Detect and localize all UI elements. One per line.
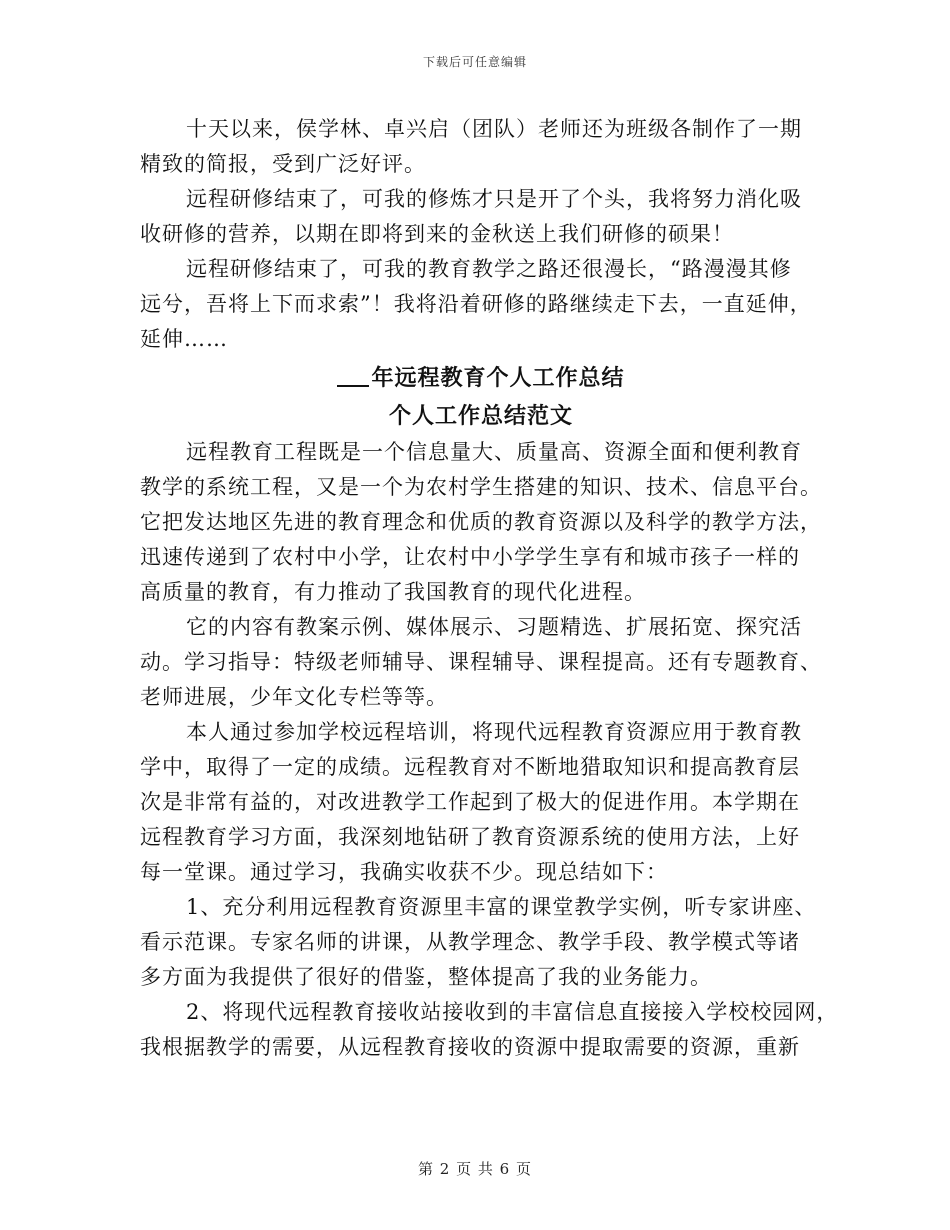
paragraph-line: 精致的简报，受到广泛好评。 [140,152,426,176]
paragraph-line: 它把发达地区先进的教育理念和优质的教育资源以及科学的教学方法， [140,510,822,534]
paragraph-line: 远程研修结束了，可我的教育教学之路还很漫长，“路漫漫其修 [186,257,792,281]
paragraph-line: 动。学习指导：特级老师辅导、课程辅导、课程提高。还有专题教育、 [140,650,822,674]
paragraph [140,435,822,610]
paragraph-line: 1、充分利用远程教育资源里丰富的课堂教学实例，听专家讲座、 [186,895,817,919]
paragraph [140,252,822,357]
paragraph-line: 次是非常有益的，对改进教学工作起到了极大的促进作用。本学期在 [140,790,800,814]
paragraph-line: 高质量的教育，有力推动了我国教育的现代化进程。 [140,580,646,604]
paragraph-line: 远程教育学习方面，我深刻地钻研了教育资源系统的使用方法，上好 [140,825,800,849]
paragraph-line: 远程研修结束了，可我的修炼才只是开了个头，我将努力消化吸 [186,187,802,211]
document-title [140,361,822,397]
document-subtitle: 个人工作总结范文 [388,404,573,429]
paragraph [140,610,822,715]
paragraph [140,995,839,1065]
header-note: 下载后可任意编辑 [422,55,527,69]
paragraph [140,715,822,890]
paragraph-line: 每一堂课。通过学习，我确实收获不少。现总结如下： [140,860,668,884]
paragraph-line: 收研修的营养，以期在即将到来的金秋送上我们研修的硕果！ [140,222,734,246]
paragraph [140,890,822,995]
page-number: 第 2 页 共 6 页 [418,1160,532,1178]
document-body [140,112,839,1065]
paragraph [140,182,822,252]
paragraph-line: 远程教育工程既是一个信息量大、质量高、资源全面和便利教育 [186,440,802,464]
paragraph-line: 延伸…… [140,327,228,351]
paragraph-line: 2、将现代远程教育接收站接收到的丰富信息直接接入学校校园网， [186,1000,839,1024]
paragraph-line: 教学的系统工程，又是一个为农村学生搭建的知识、技术、信息平台。 [140,475,822,499]
paragraph-line: 迅速传递到了农村中小学，让农村中小学学生享有和城市孩子一样的 [140,545,800,569]
paragraph-line: 本人通过参加学校远程培训，将现代远程教育资源应用于教育教 [186,720,802,744]
paragraph-line: 多方面为我提供了很好的借鉴，整体提高了我的业务能力。 [140,965,712,989]
paragraph-line: 十天以来，侯学林、卓兴启（团队）老师还为班级各制作了一期 [186,117,802,141]
paragraph-line: 远兮，吾将上下而求索”！我将沿着研修的路继续走下去，一直延伸， [140,292,812,316]
paragraph-line: 它的内容有教案示例、媒体展示、习题精选、扩展拓宽、探究活 [186,615,802,639]
fill-in-blank [337,363,369,387]
paragraph-line: 学中，取得了一定的成绩。远程教育对不断地猎取知识和提高教育层 [140,755,800,779]
paragraph-line: 看示范课。专家名师的讲课，从教学理念、教学手段、教学模式等诸 [140,930,800,954]
paragraph-line: 老师进展，少年文化专栏等等。 [140,685,448,709]
paragraph [140,112,822,182]
paragraph-line: 我根据教学的需要，从远程教育接收的资源中提取需要的资源，重新 [140,1035,800,1059]
document-title-text: 年远程教育个人工作总结 [371,366,625,391]
